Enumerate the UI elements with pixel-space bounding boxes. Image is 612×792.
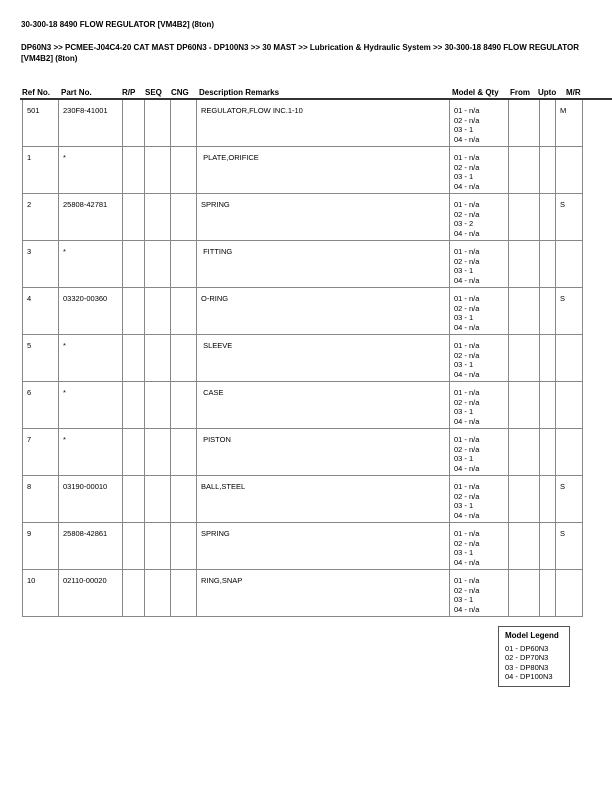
table-row [22,194,583,241]
header-ref: Ref No. [22,88,50,97]
table-row [22,100,583,147]
cell-ref: 4 [23,288,59,334]
cell-ref: 8 [23,476,59,522]
model-qty: 01 - n/a [454,200,480,209]
model-qty: 01 - n/a [454,576,480,585]
cell-seq [145,194,171,240]
cell-mr [556,570,584,616]
cell-part: * [59,429,123,475]
cell-cng [171,523,197,569]
header-upto: Upto [538,88,557,97]
model-qty: 01 - n/a [454,247,480,256]
cell-desc: FITTING [197,241,450,287]
model-qty: 03 - 1 [454,454,474,463]
cell-from [509,382,540,428]
cell-mr [556,241,584,287]
cell-cng [171,241,197,287]
cell-part: * [59,241,123,287]
cell-from [509,570,540,616]
cell-rp [123,476,145,522]
cell-rp [123,100,145,146]
cell-mr: M [560,106,567,115]
cell-part: 25808-42781 [59,194,123,240]
model-qty: 03 - 1 [454,548,474,557]
cell-ref: 2 [23,194,59,240]
cell-rp [123,194,145,240]
cell-part: * [59,382,123,428]
cell-part: 03320-00360 [59,288,123,334]
table-row [22,523,583,570]
model-qty: 04 - n/a [454,416,480,426]
model-qty: 04 - n/a [454,275,480,285]
cell-desc: BALL,STEEL [197,476,450,522]
cell-upto [540,100,556,146]
cell-from [509,335,540,381]
model-qty: 02 - n/a [454,209,480,219]
cell-part: * [59,335,123,381]
cell-desc: SPRING [197,523,450,569]
cell-rp [123,241,145,287]
cell-upto [540,335,556,381]
cell-seq [145,476,171,522]
cell-seq [145,523,171,569]
cell-cng [171,194,197,240]
header-cng: CNG [171,88,189,97]
cell-part: 230F8-41001 [59,100,123,146]
header-model: Model & Qty [452,88,499,97]
cell-cng [171,382,197,428]
legend-item: 03 - DP80N3 [505,662,549,672]
cell-upto [540,194,556,240]
cell-mr: S [560,529,566,538]
cell-desc: SLEEVE [197,335,450,381]
model-qty: 04 - n/a [454,510,480,520]
cell-upto [540,570,556,616]
model-qty: 03 - 1 [454,360,474,369]
cell-rp [123,335,145,381]
cell-seq [145,241,171,287]
table-row [22,335,583,382]
model-qty: 01 - n/a [454,341,480,350]
cell-seq [145,100,171,146]
model-qty: 03 - 1 [454,125,474,134]
cell-mr: S [560,294,566,303]
model-qty: 03 - 1 [454,595,474,604]
cell-qty [450,382,509,428]
cell-qty [450,523,509,569]
model-qty: 03 - 2 [454,219,474,228]
model-qty: 01 - n/a [454,153,480,162]
cell-mr: S [560,200,566,209]
model-legend [498,626,570,687]
model-qty: 02 - n/a [454,350,480,360]
model-qty: 04 - n/a [454,181,480,191]
legend-title: Model Legend [505,631,559,640]
cell-qty [450,147,509,193]
model-qty: 03 - 1 [454,313,474,322]
model-qty: 04 - n/a [454,557,480,567]
cell-desc: CASE [197,382,450,428]
cell-seq [145,335,171,381]
cell-desc: PISTON [197,429,450,475]
cell-mr: S [560,482,566,491]
cell-ref: 10 [23,570,59,616]
cell-mr [556,382,584,428]
header-seq: SEQ [145,88,162,97]
model-qty: 04 - n/a [454,369,480,379]
header-part: Part No. [61,88,92,97]
model-qty: 03 - 1 [454,407,474,416]
cell-from [509,429,540,475]
model-qty: 04 - n/a [454,134,480,144]
cell-part: 03190-00010 [59,476,123,522]
cell-cng [171,288,197,334]
model-qty: 02 - n/a [454,115,480,125]
cell-qty [450,100,509,146]
cell-desc: RING,SNAP [197,570,450,616]
cell-cng [171,476,197,522]
cell-seq [145,147,171,193]
table-row [22,241,583,288]
cell-part: 25808-42861 [59,523,123,569]
cell-seq [145,429,171,475]
cell-qty [450,570,509,616]
cell-mr [556,429,584,475]
cell-part: * [59,147,123,193]
model-qty: 01 - n/a [454,106,480,115]
cell-ref: 3 [23,241,59,287]
model-qty: 04 - n/a [454,228,480,238]
legend-item: 01 - DP60N3 [505,643,549,653]
cell-qty [450,288,509,334]
model-qty: 02 - n/a [454,585,480,595]
model-qty: 01 - n/a [454,435,480,444]
cell-upto [540,241,556,287]
legend-item: 04 - DP100N3 [505,672,553,681]
cell-upto [540,382,556,428]
cell-desc: O-RING [197,288,450,334]
cell-ref: 7 [23,429,59,475]
cell-ref: 5 [23,335,59,381]
page-title: 30-300-18 8490 FLOW REGULATOR [VM4B2] (8ton) [21,20,215,29]
cell-rp [123,570,145,616]
cell-seq [145,382,171,428]
model-qty: 04 - n/a [454,604,480,614]
cell-cng [171,570,197,616]
cell-qty [450,335,509,381]
table-row [22,570,583,617]
cell-upto [540,288,556,334]
cell-desc: PLATE,ORIFICE [197,147,450,193]
cell-rp [123,147,145,193]
cell-cng [171,147,197,193]
table-row [22,147,583,194]
cell-from [509,476,540,522]
header-rp: R/P [122,88,136,97]
cell-ref: 6 [23,382,59,428]
cell-from [509,100,540,146]
model-qty: 03 - 1 [454,501,474,510]
table-row [22,382,583,429]
cell-qty [450,476,509,522]
model-qty: 03 - 1 [454,266,474,275]
model-qty: 01 - n/a [454,529,480,538]
model-qty: 02 - n/a [454,256,480,266]
cell-seq [145,288,171,334]
cell-mr [556,335,584,381]
cell-qty [450,241,509,287]
model-qty: 03 - 1 [454,172,474,181]
cell-rp [123,288,145,334]
cell-upto [540,476,556,522]
cell-rp [123,429,145,475]
cell-cng [171,335,197,381]
model-qty: 02 - n/a [454,444,480,454]
table-row [22,476,583,523]
cell-upto [540,429,556,475]
cell-from [509,147,540,193]
cell-part: 02110-00020 [59,570,123,616]
cell-qty [450,194,509,240]
cell-upto [540,147,556,193]
cell-cng [171,100,197,146]
model-qty: 02 - n/a [454,491,480,501]
cell-from [509,288,540,334]
cell-rp [123,382,145,428]
model-qty: 02 - n/a [454,397,480,407]
cell-qty [450,429,509,475]
cell-ref: 501 [23,100,59,146]
cell-desc: SPRING [197,194,450,240]
model-qty: 02 - n/a [454,303,480,313]
cell-ref: 1 [23,147,59,193]
model-qty: 02 - n/a [454,162,480,172]
cell-ref: 9 [23,523,59,569]
cell-upto [540,523,556,569]
breadcrumb: DP60N3 >> PCMEE-J04C4-20 CAT MAST DP60N3 - DP100N3 >> 30 MAST >> Lubrication & Hydraulic System >> 30-300-18 8490 FLOW REGULATOR [VM4B2] (8ton) [21,43,579,63]
model-qty: 04 - n/a [454,463,480,473]
legend-item: 02 - DP70N3 [505,653,549,662]
model-qty: 01 - n/a [454,388,480,397]
cell-seq [145,570,171,616]
cell-from [509,523,540,569]
cell-mr [556,147,584,193]
cell-cng [171,429,197,475]
model-qty: 01 - n/a [454,294,480,303]
cell-from [509,194,540,240]
table-row [22,288,583,335]
cell-rp [123,523,145,569]
header-desc: Description Remarks [199,88,280,97]
header-from: From [510,88,530,97]
table-row [22,429,583,476]
model-qty: 04 - n/a [454,322,480,332]
model-qty: 02 - n/a [454,538,480,548]
header-mr: M/R [566,88,581,97]
cell-from [509,241,540,287]
cell-desc: REGULATOR,FLOW INC.1-10 [197,100,450,146]
model-qty: 01 - n/a [454,482,480,491]
